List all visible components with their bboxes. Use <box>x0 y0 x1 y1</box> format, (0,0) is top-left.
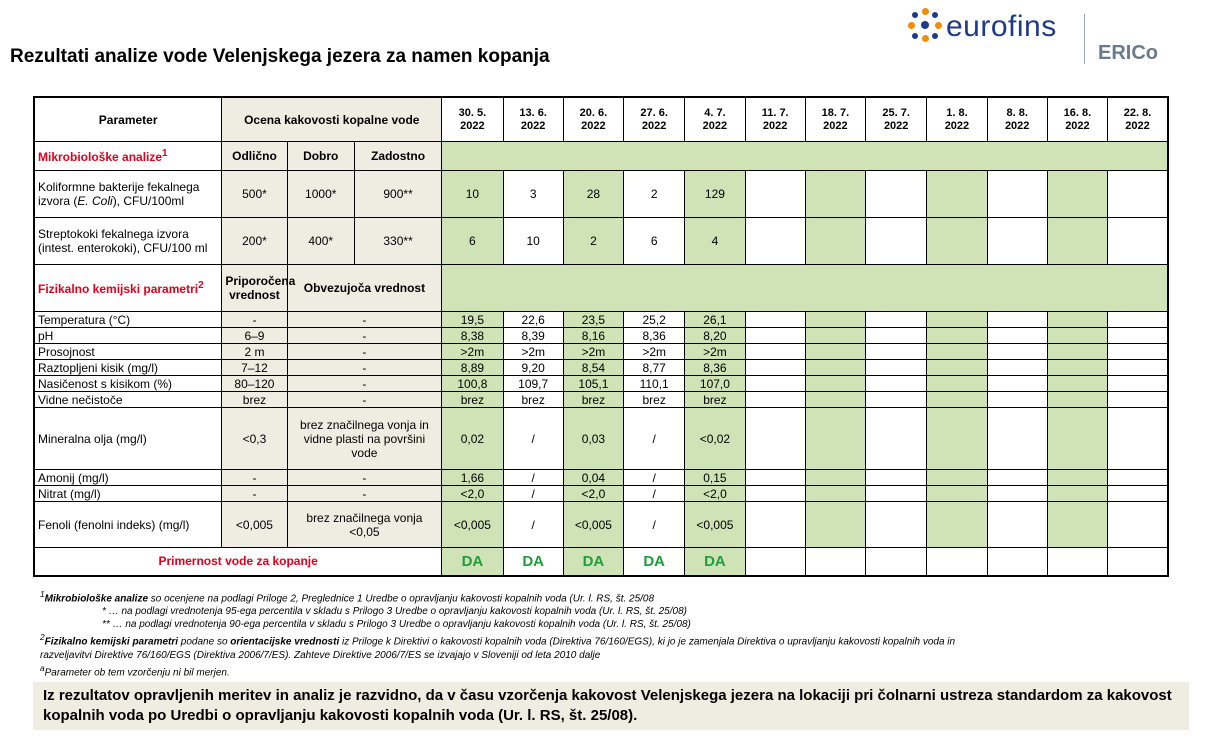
micro-value <box>1047 218 1107 265</box>
fiz-value <box>1108 392 1168 408</box>
micro-row <box>34 171 1168 218</box>
micro-value: 2 <box>624 171 685 218</box>
fiz-section-row <box>34 265 1168 312</box>
fiz-mand-header: Obvezujoča vrednost <box>287 265 442 312</box>
header-date: 18. 7. 2022 <box>805 97 865 142</box>
micro-value: 6 <box>442 218 503 265</box>
fiz-param: Nitrat (mg/l) <box>34 486 222 502</box>
fiz-value: 100,8 <box>442 376 503 392</box>
micro-limit: 400* <box>287 218 354 265</box>
fiz-value <box>1108 486 1168 502</box>
fiz-value: 8,77 <box>624 360 685 376</box>
fiz-value <box>805 392 865 408</box>
header-date: 13. 6. 2022 <box>503 97 563 142</box>
fiz-rec: <0,3 <box>222 408 287 470</box>
fiz-value <box>987 392 1047 408</box>
fiz-value <box>805 376 865 392</box>
micro-value <box>987 218 1047 265</box>
suitability-value: DA <box>624 548 685 576</box>
fiz-param: Nasičenost s kisikom (%) <box>34 376 222 392</box>
micro-value <box>866 171 927 218</box>
micro-value <box>1047 171 1107 218</box>
eurofins-logo <box>908 8 1198 70</box>
fiz-value: / <box>624 486 685 502</box>
fiz-value <box>805 486 865 502</box>
fiz-value: 25,2 <box>624 312 685 328</box>
fiz-value <box>1047 392 1107 408</box>
fiz-value <box>866 344 927 360</box>
fiz-value <box>745 344 805 360</box>
micro-value: 10 <box>442 171 503 218</box>
micro-limit: 500* <box>222 171 287 218</box>
suitability-row <box>34 548 1168 576</box>
fiz-value <box>866 486 927 502</box>
micro-value <box>1108 218 1168 265</box>
fiz-value: 0,15 <box>685 470 745 486</box>
header-date: 25. 7. 2022 <box>866 97 927 142</box>
fiz-value <box>866 470 927 486</box>
fiz-value: 0,04 <box>563 470 623 486</box>
fiz-value: 8,36 <box>624 328 685 344</box>
fiz-value <box>1047 408 1107 470</box>
fiz-value: 8,89 <box>442 360 503 376</box>
fiz-param: pH <box>34 328 222 344</box>
fiz-value: / <box>503 470 563 486</box>
suitability-value: DA <box>442 548 503 576</box>
fiz-row <box>34 502 1168 548</box>
fiz-mand: - <box>287 344 442 360</box>
fiz-value <box>866 328 927 344</box>
fiz-value <box>866 360 927 376</box>
micro-limit: 200* <box>222 218 287 265</box>
fiz-value: <2,0 <box>685 486 745 502</box>
fiz-row <box>34 486 1168 502</box>
fiz-value <box>805 360 865 376</box>
micro-value <box>805 171 865 218</box>
fiz-rec: - <box>222 486 287 502</box>
fiz-value: 8,38 <box>442 328 503 344</box>
fiz-value: 19,5 <box>442 312 503 328</box>
micro-limit: 1000* <box>287 171 354 218</box>
fiz-value <box>1108 312 1168 328</box>
fiz-param: Temperatura (°C) <box>34 312 222 328</box>
fiz-rec: 7–12 <box>222 360 287 376</box>
fiz-value: 8,54 <box>563 360 623 376</box>
header-date: 27. 6. 2022 <box>624 97 685 142</box>
header-date: 4. 7. 2022 <box>685 97 745 142</box>
fiz-rec: 2 m <box>222 344 287 360</box>
fiz-rec: <0,005 <box>222 502 287 548</box>
micro-limit: 330** <box>354 218 441 265</box>
footnote-a: $^a$Parameter ob tem vzorčenju ni bil merjen. <box>40 662 230 678</box>
fiz-value <box>1108 328 1168 344</box>
suitability-value: DA <box>563 548 623 576</box>
micro-value: 10 <box>503 218 563 265</box>
fiz-value <box>805 328 865 344</box>
fiz-rec: 80–120 <box>222 376 287 392</box>
fiz-param: Fenoli (fenolni indeks) (mg/l) <box>34 502 222 548</box>
fiz-mand: - <box>287 470 442 486</box>
fiz-value: 0,03 <box>563 408 623 470</box>
micro-value <box>745 171 805 218</box>
fiz-value <box>987 360 1047 376</box>
fiz-value <box>866 376 927 392</box>
logo-brand: eurofins <box>946 10 1057 43</box>
micro-value <box>927 218 987 265</box>
fiz-value: / <box>503 486 563 502</box>
fiz-value <box>1047 360 1107 376</box>
fiz-value: brez <box>503 392 563 408</box>
fiz-value: 8,36 <box>685 360 745 376</box>
fiz-value <box>927 312 987 328</box>
header-date: 20. 6. 2022 <box>563 97 623 142</box>
fiz-value <box>1047 486 1107 502</box>
fiz-mand: brez značilnega vonja <0,05 <box>287 502 442 548</box>
fiz-value: 22,6 <box>503 312 563 328</box>
micro-value <box>866 218 927 265</box>
micro-limit-header: Odlično <box>222 142 287 171</box>
conclusion: Iz rezultatov opravljenih meritev in analiz je razvidno, da v času vzorčenja kakovost Velenjskega jezera na lokaciji pri čolnarni ustreza standardom za kakovost kopalnih voda po Uredbi o opravljanju kakovosti kopalnih voda (Ur. l. RS, št. 25/08). <box>33 682 1189 730</box>
fiz-value <box>987 502 1047 548</box>
fiz-rec-header: Priporočena vrednost <box>222 265 287 312</box>
fiz-value <box>987 408 1047 470</box>
fiz-value <box>805 344 865 360</box>
fiz-value: 1,66 <box>442 470 503 486</box>
fiz-value <box>1108 360 1168 376</box>
fiz-value <box>1047 344 1107 360</box>
fiz-value: 110,1 <box>624 376 685 392</box>
fiz-value: >2m <box>503 344 563 360</box>
fiz-value: / <box>624 502 685 548</box>
fiz-row <box>34 408 1168 470</box>
fiz-value: 8,39 <box>503 328 563 344</box>
fiz-section-fill <box>442 265 1168 312</box>
fiz-value <box>745 312 805 328</box>
fiz-value: brez <box>624 392 685 408</box>
fiz-value <box>927 502 987 548</box>
fiz-row <box>34 470 1168 486</box>
suitability-value <box>1047 548 1107 576</box>
dots-logo-icon <box>908 8 942 42</box>
fiz-value <box>745 408 805 470</box>
fiz-value <box>745 376 805 392</box>
suitability-label: Primernost vode za kopanje <box>34 548 442 576</box>
fiz-value <box>987 312 1047 328</box>
micro-value: 28 <box>563 171 623 218</box>
header-quality: Ocena kakovosti kopalne vode <box>222 97 442 142</box>
footnote-2-cont: razveljavitvi Direktive 76/160/EGS (Direktiva 2006/7/ES). Zahteve Direktive 2006/7/ES se izvajajo v Sloveniji od leta 2010 dalje <box>40 649 601 661</box>
results-table <box>33 96 1169 577</box>
fiz-rec: 6–9 <box>222 328 287 344</box>
fiz-param: Amonij (mg/l) <box>34 470 222 486</box>
fiz-mand: - <box>287 360 442 376</box>
header-parameter: Parameter <box>34 97 222 142</box>
header-row <box>34 97 1168 142</box>
fiz-value <box>866 392 927 408</box>
fiz-value <box>1108 502 1168 548</box>
micro-param: Streptokoki fekalnega izvora (intest. enterokoki), CFU/100 ml <box>34 218 222 265</box>
fiz-value <box>805 312 865 328</box>
logo-divider <box>1084 14 1085 64</box>
fiz-value: 8,16 <box>563 328 623 344</box>
fiz-row <box>34 392 1168 408</box>
header-date: 22. 8. 2022 <box>1108 97 1168 142</box>
fiz-value <box>987 376 1047 392</box>
logo-sub: ERICo <box>1098 42 1158 64</box>
micro-section-row <box>34 142 1168 171</box>
page-title: Rezultati analize vode Velenjskega jezera za namen kopanja <box>10 46 550 67</box>
micro-param: Koliformne bakterije fekalnega izvora (E. Coli), CFU/100ml <box>34 171 222 218</box>
fiz-value: 26,1 <box>685 312 745 328</box>
fiz-param: Prosojnost <box>34 344 222 360</box>
fiz-value <box>1047 328 1107 344</box>
fiz-value: / <box>503 502 563 548</box>
fiz-value: 23,5 <box>563 312 623 328</box>
fiz-mand: - <box>287 328 442 344</box>
micro-value: 4 <box>685 218 745 265</box>
micro-row <box>34 218 1168 265</box>
micro-section-label: Mikrobiološke analize$^1$ <box>34 142 222 171</box>
fiz-value <box>987 344 1047 360</box>
fiz-value: <0,02 <box>685 408 745 470</box>
fiz-value: 107,0 <box>685 376 745 392</box>
fiz-value: <0,005 <box>685 502 745 548</box>
fiz-value <box>987 470 1047 486</box>
footnote-2: $^2$Fizikalno kemijski parametri podane so orientacijske vrednosti iz Priloge k Direktivi o kakovosti kopalnih voda (Direktiva 76/160/EGS), ki jo je zamenjala Direktiva o upravljanju kakovosti kopalnih voda in <box>40 632 956 648</box>
footnote-star: * … na podlagi vrednotenja 95-ega percentila v skladu s Prilogo 3 Uredbe o opravljanju kakovosti kopalnih voda (Ur. l. RS, št. 25/08) <box>102 606 687 618</box>
micro-value <box>987 171 1047 218</box>
fiz-value <box>927 392 987 408</box>
fiz-value <box>745 360 805 376</box>
fiz-value <box>745 502 805 548</box>
fiz-value: 0,02 <box>442 408 503 470</box>
fiz-value <box>805 502 865 548</box>
header-date: 30. 5. 2022 <box>442 97 503 142</box>
fiz-value <box>1047 502 1107 548</box>
fiz-value <box>927 376 987 392</box>
fiz-value <box>927 360 987 376</box>
fiz-value <box>1047 470 1107 486</box>
micro-limit-header: Dobro <box>287 142 354 171</box>
micro-limit: 900** <box>354 171 441 218</box>
suitability-value <box>745 548 805 576</box>
footnote-1: $^1$Mikrobiološke analize so ocenjene na podlagi Priloge 2, Preglednice 1 Uredbe o opravljanju kakovosti kopalnih voda (Ur. l. RS, št. 25/08 <box>40 589 655 605</box>
fiz-param: Vidne nečistoče <box>34 392 222 408</box>
fiz-value <box>866 312 927 328</box>
fiz-mand: - <box>287 312 442 328</box>
suitability-value <box>987 548 1047 576</box>
fiz-value <box>745 470 805 486</box>
suitability-value <box>866 548 927 576</box>
suitability-value <box>927 548 987 576</box>
fiz-row <box>34 312 1168 328</box>
fiz-value: <0,005 <box>442 502 503 548</box>
suitability-value: DA <box>503 548 563 576</box>
micro-section-fill <box>442 142 1168 171</box>
fiz-value <box>805 408 865 470</box>
fiz-row <box>34 328 1168 344</box>
fiz-value <box>1047 312 1107 328</box>
fiz-row <box>34 376 1168 392</box>
fiz-param: Mineralna olja (mg/l) <box>34 408 222 470</box>
fiz-value <box>745 392 805 408</box>
fiz-value: / <box>503 408 563 470</box>
fiz-mand: - <box>287 376 442 392</box>
fiz-value: >2m <box>563 344 623 360</box>
fiz-value: brez <box>563 392 623 408</box>
micro-value <box>805 218 865 265</box>
suitability-value <box>1108 548 1168 576</box>
fiz-value: 9,20 <box>503 360 563 376</box>
header-date: 16. 8. 2022 <box>1047 97 1107 142</box>
fiz-value: <2,0 <box>442 486 503 502</box>
micro-limit-header: Zadostno <box>354 142 441 171</box>
header-date: 11. 7. 2022 <box>745 97 805 142</box>
fiz-value <box>1108 344 1168 360</box>
fiz-value <box>987 486 1047 502</box>
fiz-value <box>1108 408 1168 470</box>
fiz-value: / <box>624 408 685 470</box>
fiz-value: <2,0 <box>563 486 623 502</box>
fiz-value <box>927 328 987 344</box>
fiz-rec: - <box>222 312 287 328</box>
fiz-value: brez <box>685 392 745 408</box>
fiz-value: >2m <box>685 344 745 360</box>
footnote-double-star: ** … na podlagi vrednotenja 90-ega percentila v skladu s Prilogo 3 Uredbe o opravljanju kakovosti kopalnih voda (Ur. l. RS, št. 25/08) <box>102 619 691 631</box>
fiz-value <box>745 328 805 344</box>
fiz-value: 8,20 <box>685 328 745 344</box>
suitability-value <box>805 548 865 576</box>
fiz-value <box>866 502 927 548</box>
fiz-mand: brez značilnega vonja in vidne plasti na površini vode <box>287 408 442 470</box>
suitability-value: DA <box>685 548 745 576</box>
fiz-value <box>927 408 987 470</box>
micro-value <box>927 171 987 218</box>
fiz-value: 109,7 <box>503 376 563 392</box>
fiz-rec: - <box>222 470 287 486</box>
fiz-value: brez <box>442 392 503 408</box>
fiz-value <box>1047 376 1107 392</box>
header-date: 8. 8. 2022 <box>987 97 1047 142</box>
micro-value: 3 <box>503 171 563 218</box>
header-date: 1. 8. 2022 <box>927 97 987 142</box>
fiz-row <box>34 344 1168 360</box>
fiz-section-label: Fizikalno kemijski parametri$^2$ <box>34 265 222 312</box>
micro-value: 2 <box>563 218 623 265</box>
fiz-value: 105,1 <box>563 376 623 392</box>
fiz-value <box>927 486 987 502</box>
fiz-row <box>34 360 1168 376</box>
fiz-value: >2m <box>442 344 503 360</box>
micro-value: 6 <box>624 218 685 265</box>
fiz-value <box>1108 376 1168 392</box>
fiz-mand: - <box>287 392 442 408</box>
fiz-value: >2m <box>624 344 685 360</box>
fiz-value <box>987 328 1047 344</box>
fiz-value <box>805 470 865 486</box>
fiz-mand: - <box>287 486 442 502</box>
micro-value: 129 <box>685 171 745 218</box>
fiz-rec: brez <box>222 392 287 408</box>
micro-value <box>745 218 805 265</box>
micro-value <box>1108 171 1168 218</box>
fiz-value <box>927 470 987 486</box>
fiz-value: / <box>624 470 685 486</box>
fiz-param: Raztopljeni kisik (mg/l) <box>34 360 222 376</box>
fiz-value <box>866 408 927 470</box>
fiz-value <box>927 344 987 360</box>
fiz-value <box>1108 470 1168 486</box>
footnotes <box>40 588 1180 679</box>
fiz-value <box>745 486 805 502</box>
fiz-value: <0,005 <box>563 502 623 548</box>
